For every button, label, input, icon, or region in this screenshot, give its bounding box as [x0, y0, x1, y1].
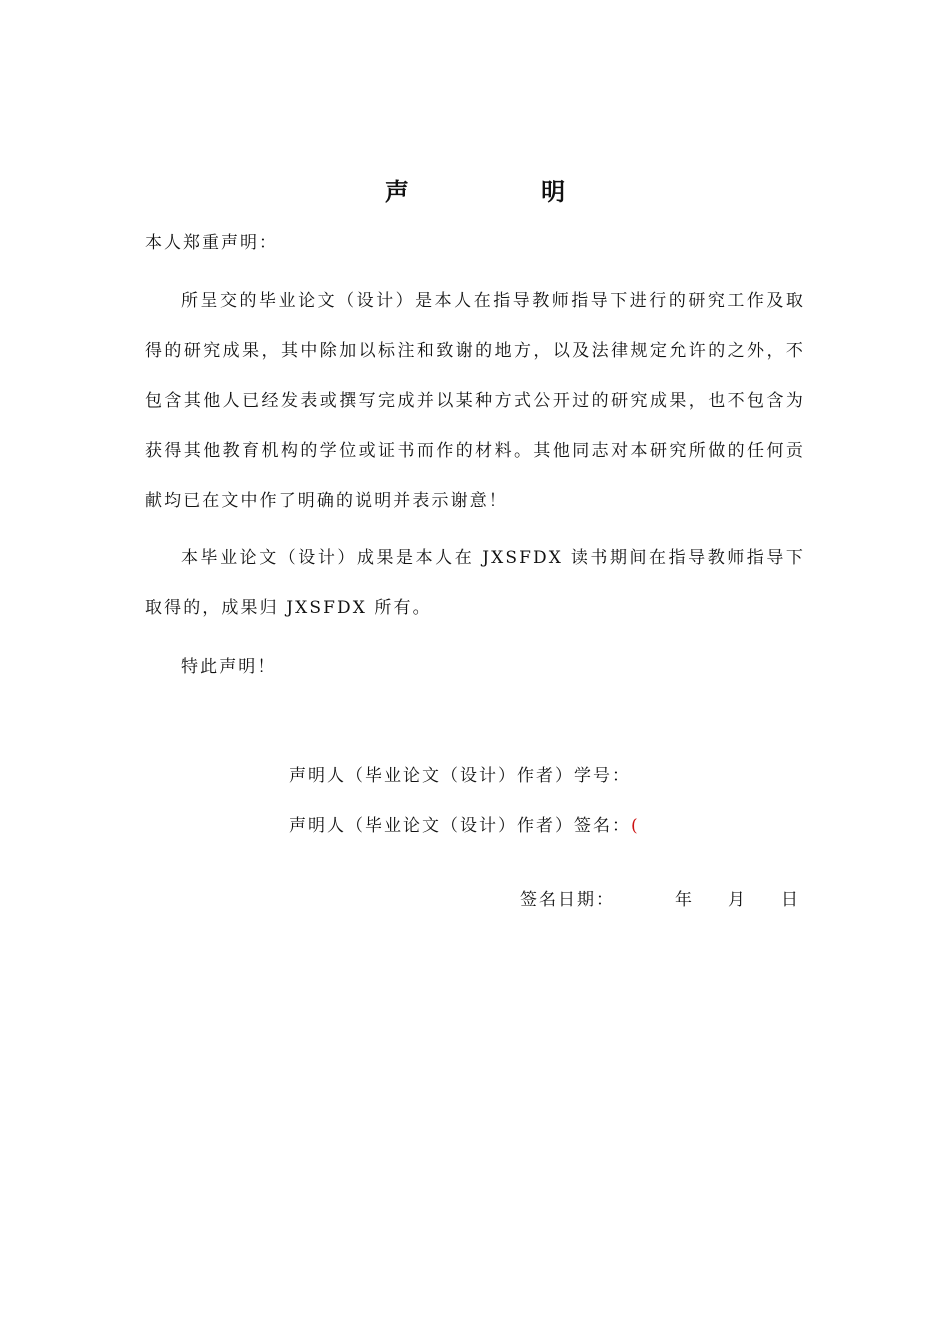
intro-text: 本人郑重声明：: [145, 233, 278, 253]
declaration-paragraph-closing: 特此声明！: [181, 657, 277, 677]
signature-label: 声明人（毕业论文（设计）作者）签名：: [289, 816, 631, 836]
date-label: 签名日期：: [520, 890, 615, 910]
student-id-line: [289, 763, 631, 789]
page-title: 声 明: [384, 178, 628, 206]
month-label: 月: [728, 890, 747, 910]
signature-date-line: [520, 887, 800, 913]
declaration-paragraph-ownership: 本毕业论文（设计）成果是本人在 JXSFDX 读书期间在指导教师指导下取得的，成果归 JXSFDX 所有。: [145, 548, 805, 618]
declaration-paragraph-originality: 所呈交的毕业论文（设计）是本人在指导教师指导下进行的研究工作及取得的研究成果，其中除加以标注和致谢的地方，以及法律规定允许的之外，不包含其他人已经发表或撰写完成并以某种方式公开过的研究成果，也不包含为获得其他教育机构的学位或证书而作的材料。其他同志对本研究所做的任何贡献均已在文中作了明确的说明并表示谢意！: [145, 291, 805, 511]
signature-line: [289, 813, 640, 839]
student-id-label: 声明人（毕业论文（设计）作者）学号：: [289, 766, 631, 786]
day-label: 日: [781, 890, 800, 910]
signature-mark: (: [631, 816, 640, 836]
year-label: 年: [675, 890, 694, 910]
